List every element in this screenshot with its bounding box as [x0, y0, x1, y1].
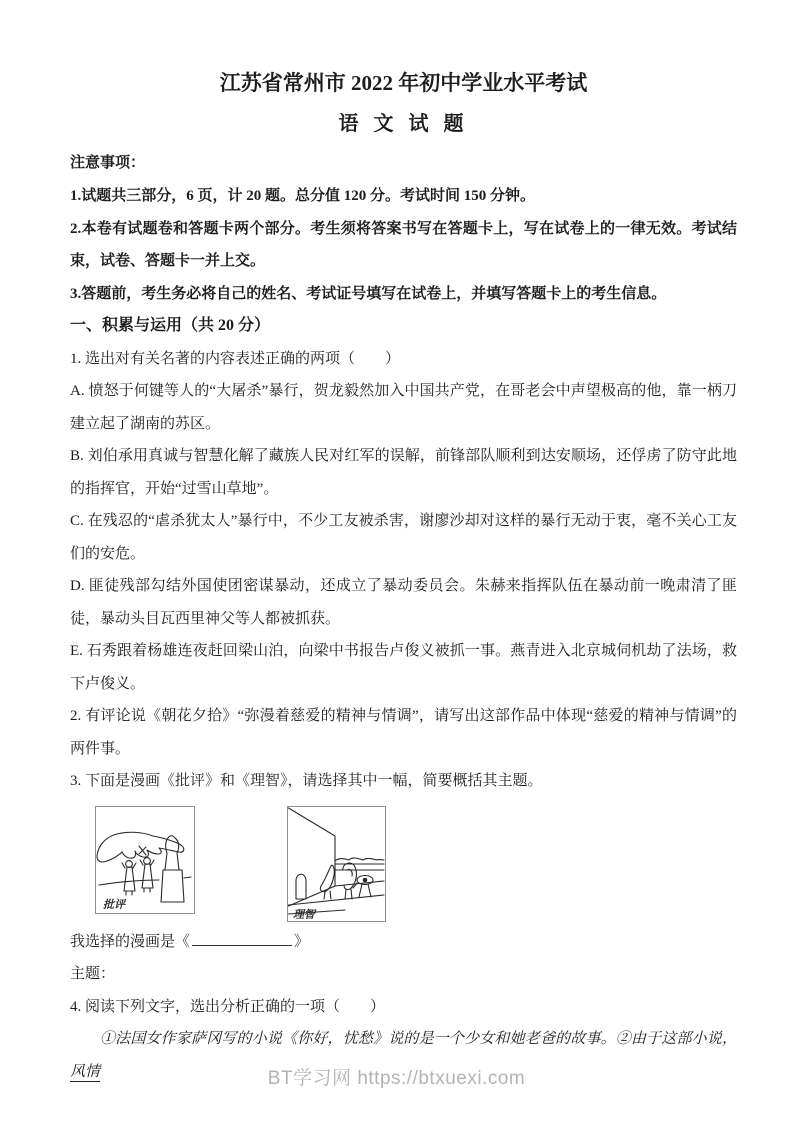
- page-title: 江苏省常州市 2022 年初中学业水平考试: [219, 71, 588, 95]
- question-3-stem: 3. 下面是漫画《批评》和《理智》，请选择其中一幅，简要概括其主题。: [70, 773, 543, 789]
- choice-suffix: 》: [294, 933, 310, 950]
- notice-heading: 注意事项：: [70, 155, 146, 171]
- question-2-stem: 2. 有评论说《朝花夕拾》“弥漫着慈爱的精神与情调”，请写出这部作品中体现“慈爱的精神与情调”的两件事。: [70, 708, 737, 757]
- question-1-option-c: C. 在残忍的“虐杀犹太人”暴行中，不少工友被杀害，谢廖沙却对这样的暴行无动于衷，毫不关心工友们的安危。: [70, 513, 737, 562]
- question-1-option-d: D. 匪徒残部勾结外国使团密谋暴动，还成立了暴动委员会。朱赫来指挥队伍在暴动前一晚肃清了匪徒，暴动头目瓦西里神父等人都被抓获。: [70, 578, 737, 627]
- passage-text: ①法国女作家萨冈写的小说《你好，忧愁》说的是一个少女和她老爸的故事。②由于这部小说，: [100, 1031, 737, 1047]
- page-subtitle: 语 文 试 题: [338, 113, 469, 135]
- notice-item-1: 1.试题共三部分，6 页，计 20 题。总分值 120 分。考试时间 150 分钟。: [70, 188, 536, 204]
- choice-prefix: 我选择的漫画是《: [70, 933, 191, 950]
- notice-item-3: 3.答题前，考生务必将自己的姓名、考试证号填写在试卷上，并填写答题卡上的考生信息。: [70, 285, 667, 302]
- cartoon-row: [95, 806, 737, 922]
- question-3-choice-line: [70, 926, 737, 959]
- cartoon-reason-label: 理智: [293, 908, 315, 921]
- underlined-term: 风情: [70, 1063, 101, 1080]
- notice-item-2: 2.本卷有试题卷和答题卡两个部分。考生须将答案书写在答题卡上，写在试卷上的一律无效。考试结束，试卷、答题卡一并上交。: [70, 220, 737, 269]
- question-3-topic-label: 主题：: [70, 966, 116, 982]
- answer-blank: [192, 931, 292, 946]
- question-4-stem: 4. 阅读下列文字，选出分析正确的一项（ ）: [70, 998, 386, 1015]
- question-1-option-b: B. 刘伯承用真诚与智慧化解了藏族人民对红军的误解，前锋部队顺利到达安顺场，还俘虏了防守此地的指挥官，开始“过雪山草地”。: [70, 448, 737, 497]
- cartoon-reason-image: [287, 806, 386, 922]
- question-1-stem: 1. 选出对有关名著的内容表述正确的两项（ ）: [70, 350, 401, 367]
- section-1-heading: 一、积累与运用（共 20 分）: [70, 317, 271, 334]
- cartoon-criticism-image: [95, 806, 195, 914]
- question-1-option-e: E. 石秀跟着杨雄连夜赶回梁山泊，向梁中书报告卢俊义被抓一事。燕青进入北京城伺机劫了法场，救下卢俊义。: [70, 643, 737, 692]
- watermark-text: BT学习网 https://btxuexi.com: [267, 1068, 526, 1089]
- cartoon-criticism-label: 批评: [103, 898, 125, 911]
- question-1-option-a: A. 愤怒于何键等人的“大屠杀”暴行，贺龙毅然加入中国共产党，在哥老会中声望极高的他，靠一柄刀建立起了湖南的苏区。: [70, 383, 737, 432]
